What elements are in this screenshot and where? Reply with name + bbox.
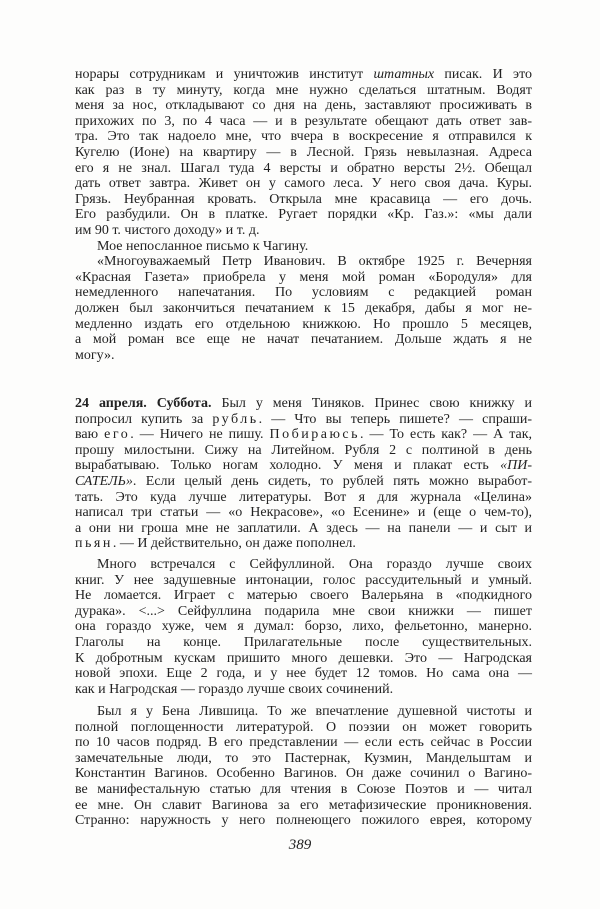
text-line	[75, 720, 532, 736]
text-line	[75, 317, 532, 333]
text-segment: . — То есть как? — А так,	[360, 427, 532, 443]
text-segment: тать. Это куда лучше литературы. Вот я для журнала «Целина»	[75, 489, 532, 505]
text-line	[75, 285, 532, 301]
text-segment: меня за нос, откладывают со дня на день, заставляют просиживать в	[75, 98, 532, 114]
text-segment: Был у меня Тиняков. Принес свою книжку и	[211, 396, 532, 411]
text-segment: как раз в ту минуту, когда мне нужно сделаться штатным. Водят	[75, 82, 532, 98]
text-segment: Кугелю (Ионе) на квартиру — в Лесной. Грязь невылазная. Адреса	[75, 144, 532, 160]
text-line	[75, 239, 532, 255]
text-segment: полной поглощенности литературой. О поэзии он может говорить	[75, 719, 532, 735]
text-block-1	[75, 67, 532, 363]
text-line	[75, 490, 532, 506]
text-segment: Много встречался с Сейфуллиной. Она гораздо лучше своих	[97, 557, 532, 572]
text-segment: . — Что вы теперь пишете? — спраши-	[258, 411, 532, 427]
text-line	[75, 536, 532, 552]
text-segment: замечательные люди, то это Пастернак, Кузмин, Мандельштам и	[75, 750, 532, 766]
text-line	[75, 412, 532, 428]
text-segment: немедленного напечатания. По условиям с редакцией роман	[75, 285, 532, 301]
text-line	[75, 301, 532, 317]
text-segment: прошу милостыни. Сижу на Литейном. Рубля 2 с полтиной в день	[75, 442, 532, 458]
text-segment: норары сотрудникам и уничтожив институт	[75, 67, 374, 82]
text-line	[75, 782, 532, 798]
text-line	[75, 114, 532, 130]
text-line	[75, 798, 532, 814]
text-line	[75, 67, 532, 83]
text-segment: «ПИ-	[500, 458, 532, 474]
text-line	[75, 98, 532, 114]
text-line	[75, 458, 532, 474]
text-line	[75, 666, 532, 682]
text-segment: ее мне. Он славит Вагинова за его метафизические проникновения.	[75, 797, 532, 813]
text-segment: им 90 т. чистого доходу» и т. д.	[75, 222, 260, 238]
text-line	[75, 751, 532, 767]
text-line	[75, 223, 532, 239]
text-line	[75, 348, 532, 364]
text-segment: попросил купить за	[75, 411, 213, 427]
text-segment: по 10 часов подряд. В его представлении — если есть сейчас в России	[75, 735, 532, 751]
text-segment: «Многоуважаемый Петр Иванович. В октябре 1925 г. Вечерняя	[97, 254, 532, 270]
text-segment: его	[104, 427, 131, 443]
text-segment: дурака». <...> Сейфуллина подарила мне свои книжки — пишет	[75, 603, 532, 619]
text-line	[75, 619, 532, 635]
text-segment: пьян	[75, 536, 113, 552]
text-line	[75, 505, 532, 521]
text-line	[75, 443, 532, 459]
text-segment: могу».	[75, 347, 115, 363]
text-segment: штатных	[373, 67, 435, 82]
text-segment: она гораздо хуже, чем я думал: борзо, лихо, фельетонно, манерно.	[75, 619, 532, 635]
text-segment: написал три статьи — «о Некрасове», «о Есенине» и (еще о чем-то),	[75, 505, 532, 521]
text-line	[75, 735, 532, 751]
text-line	[75, 145, 532, 161]
paragraph-seifullina	[75, 557, 532, 697]
text-line	[75, 83, 532, 99]
text-line	[75, 254, 532, 270]
text-segment: Побираюсь	[269, 427, 361, 443]
text-segment: должен был закончиться печатанием к 15 декабря, дабы я мог не-	[75, 300, 532, 316]
text-line	[75, 704, 532, 720]
text-segment: рубль	[212, 411, 259, 427]
text-segment: Странно: наружность у него полнеющего пожилого еврея, которому	[75, 813, 532, 829]
text-segment: САТЕЛЬ»	[75, 473, 133, 489]
text-segment: вырабатываю. Только ногам холодно. У меня и плакат есть	[75, 458, 501, 474]
text-segment: Грязь. Неубранная кровать. Открыла мне красавица — его дочь.	[75, 191, 532, 207]
text-line	[75, 766, 532, 782]
text-line	[75, 474, 532, 490]
text-line	[75, 332, 532, 348]
entry-date-heading: 24 апреля. Суббота.	[75, 396, 212, 411]
text-line	[75, 557, 532, 573]
text-line	[75, 396, 532, 412]
text-segment: Был я у Бена Лившица. То же впечатление душевной чистоты и	[97, 704, 532, 719]
text-segment: Мое непосланное письмо к Чагину.	[97, 238, 309, 254]
text-line	[75, 192, 532, 208]
diary-entry-april-24	[75, 396, 532, 552]
text-segment: . Если целый день сидеть, то рублей пять можно выработ-	[132, 473, 532, 489]
text-segment: Глаголы на конце. Прилагательные после существительных.	[75, 634, 532, 650]
text-line	[75, 635, 532, 651]
text-segment: как и Нагродская — гораздо лучше своих сочинений.	[75, 681, 394, 697]
text-segment: его я не знал. Шагал туда 4 версты и обратно версты 2½. Обещал	[75, 160, 532, 176]
text-segment: ваю	[75, 427, 105, 443]
text-line	[75, 176, 532, 192]
text-segment: Его разбудили. Он в платке. Ругает порядки «Кр. Газ.»: «мы дали	[75, 207, 532, 223]
text-line	[75, 813, 532, 829]
text-line	[75, 161, 532, 177]
text-segment: писак. И это	[434, 67, 532, 82]
text-segment: новой эпохи. Еще 2 года, и у нее будет 12 томов. Но сама она —	[75, 666, 532, 682]
text-segment: . — Ничего не пишу.	[130, 427, 270, 443]
text-segment: медленно издать его отдельною книжкою. Но прошло 5 месяцев,	[75, 316, 532, 332]
text-line	[75, 573, 532, 589]
text-line	[75, 521, 532, 537]
text-line	[75, 588, 532, 604]
text-segment: тра. Это так надоело мне, что вчера в воскресение я отправился к	[75, 129, 532, 145]
text-segment: дать ответ завтра. Живет он у самого леса. У него своя дача. Куры.	[75, 176, 532, 192]
page-number: 389	[288, 837, 312, 853]
text-segment: «Красная Газета» приобрела у меня мой роман «Бородуля» для	[75, 269, 532, 285]
paragraph-livshits	[75, 704, 532, 829]
text-segment: прихожих по 3, по 4 часа — и в результате обещают дать ответ зав-	[75, 113, 532, 129]
text-segment: книг. У нее задушевные интонации, голос рассудительный и умный.	[75, 572, 532, 588]
text-segment: Не ломается. Играет с матерью своего Валерьяна в «подкидного	[75, 588, 532, 604]
text-line	[75, 270, 532, 286]
text-line	[75, 651, 532, 667]
text-line	[75, 604, 532, 620]
text-segment: . — И действительно, он даже пополнел.	[112, 536, 356, 552]
text-segment: ве манифестальную статью для чтения в Союзе Поэтов и — читал	[75, 781, 532, 797]
text-line	[75, 207, 532, 223]
text-line	[75, 427, 532, 443]
text-segment: Константин Вагинов. Особенно Вагинов. Он даже сочинил о Вагино-	[75, 766, 532, 782]
text-segment: К добротным кускам пришито много дешевки. Это — Нагродская	[75, 650, 532, 666]
text-line	[75, 129, 532, 145]
text-line	[75, 682, 532, 698]
text-segment: а мой роман все еще не начат печатанием. Дольше ждать я не	[75, 332, 532, 348]
text-segment: а они ни гроша мне не заплатили. А здесь — на панели — и сыт и	[75, 520, 532, 536]
